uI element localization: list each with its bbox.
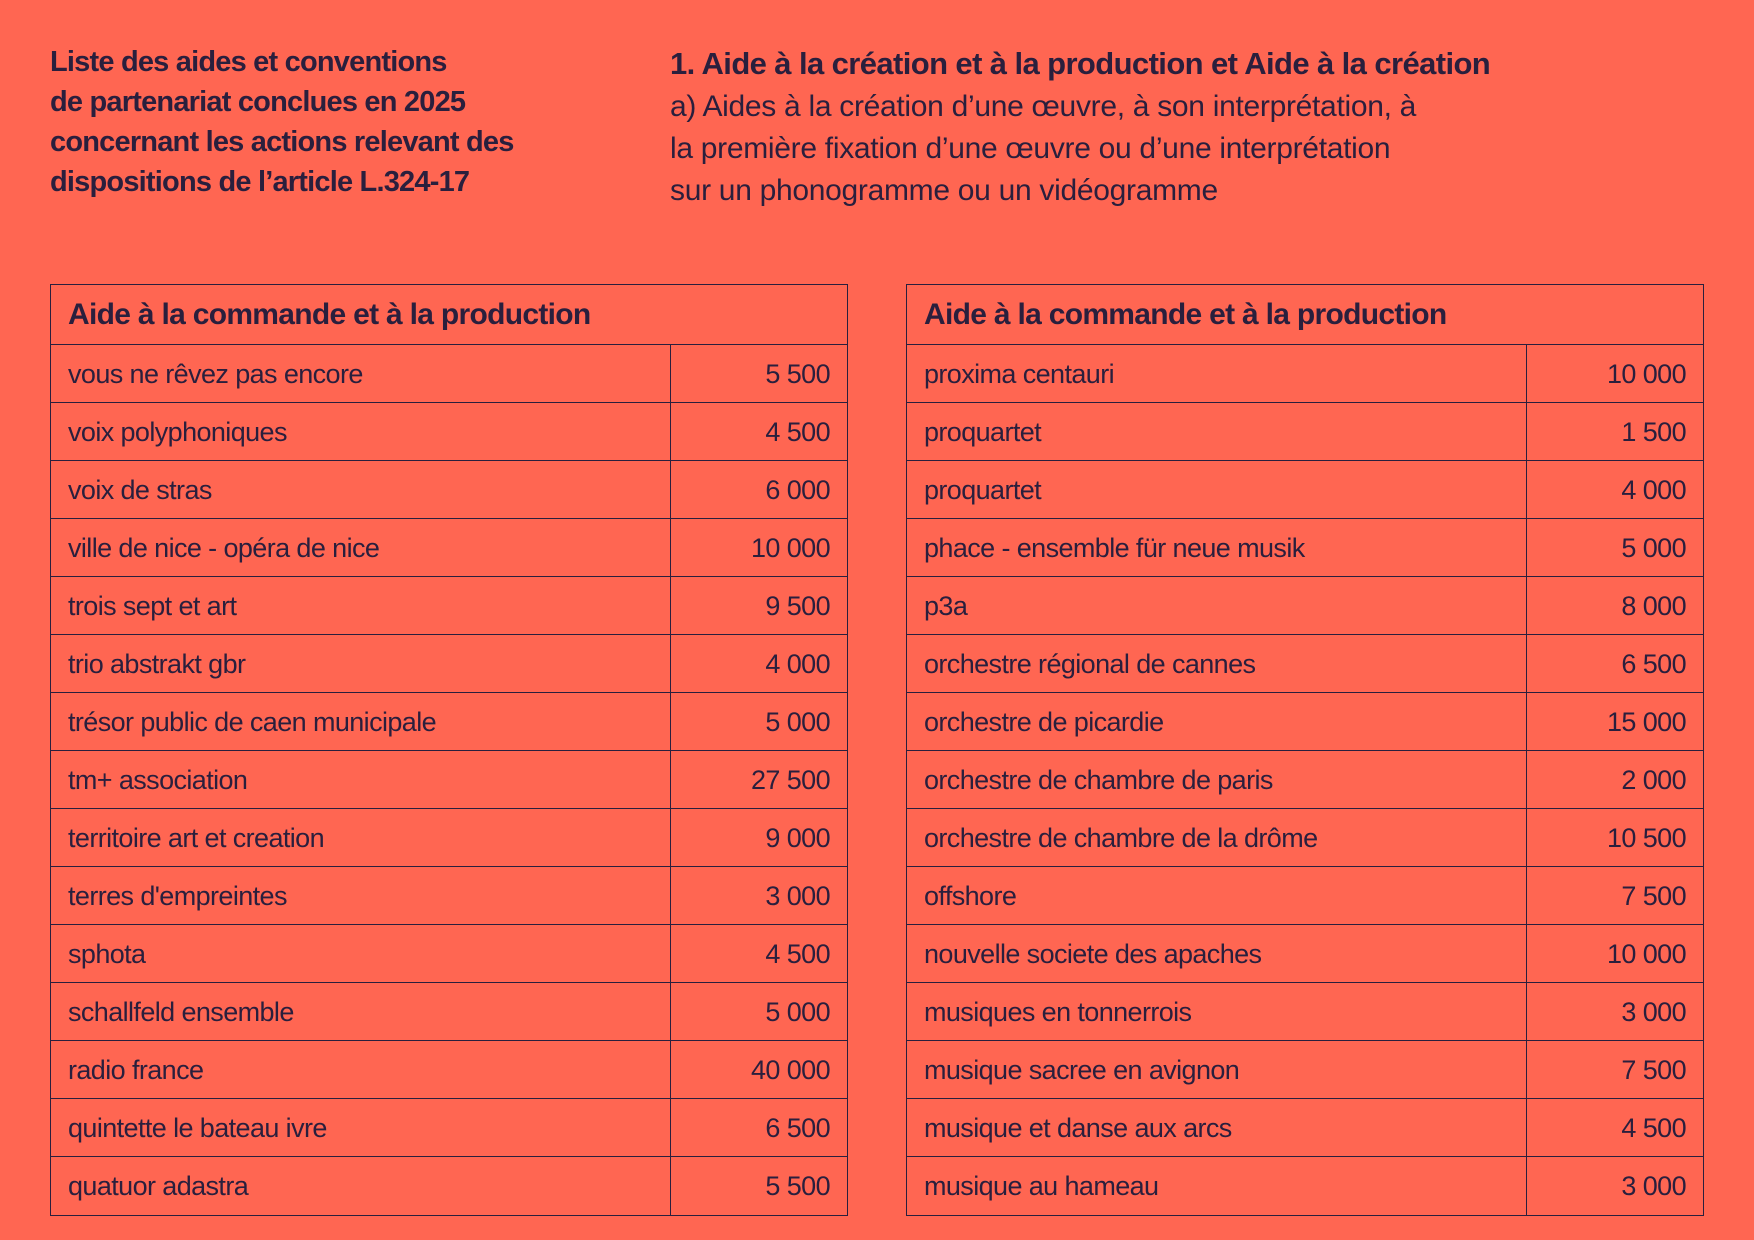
- table-row: [51, 577, 847, 635]
- recipient-name-cell: quintette le bateau ivre: [51, 1099, 671, 1156]
- table-row: [51, 983, 847, 1041]
- amount-cell: 3 000: [1621, 997, 1686, 1027]
- amount-cell: 4 000: [1621, 475, 1686, 505]
- amount-cell: 7 500: [1621, 1055, 1686, 1085]
- table-row: [907, 867, 1703, 925]
- recipient-name-cell: musiques en tonnerrois: [907, 983, 1527, 1040]
- recipient-name-cell: trésor public de caen municipale: [51, 693, 671, 750]
- recipient-name-cell: proxima centauri: [907, 345, 1527, 402]
- intro-line: dispositions de l’article L.324-17: [50, 166, 470, 198]
- recipient-name-cell: radio france: [51, 1041, 671, 1098]
- section-subtitle: [670, 86, 1710, 212]
- recipient-name-cell: schallfeld ensemble: [51, 983, 671, 1040]
- amount-cell: 10 500: [1607, 823, 1686, 853]
- recipient-name-cell: vous ne rêvez pas encore: [51, 345, 671, 402]
- table-row: [907, 693, 1703, 751]
- table-header: Aide à la commande et à la production: [51, 285, 847, 345]
- amount-cell: 4 500: [765, 417, 830, 447]
- recipient-name-cell: voix polyphoniques: [51, 403, 671, 460]
- recipient-name-cell: orchestre de picardie: [907, 693, 1527, 750]
- amount-cell: 5 000: [765, 997, 830, 1027]
- grants-table-right: [906, 284, 1704, 1216]
- recipient-name-cell: offshore: [907, 867, 1527, 924]
- amount-cell: 7 500: [1621, 881, 1686, 911]
- table-row: [907, 345, 1703, 403]
- table-row: [907, 403, 1703, 461]
- amount-cell: 27 500: [751, 765, 830, 795]
- recipient-name-cell: musique sacree en avignon: [907, 1041, 1527, 1098]
- table-row: [51, 345, 847, 403]
- recipient-name-cell: tm+ association: [51, 751, 671, 808]
- recipient-name-cell: terres d'empreintes: [51, 867, 671, 924]
- amount-cell: 9 500: [765, 591, 830, 621]
- recipient-name-cell: ville de nice - opéra de nice: [51, 519, 671, 576]
- table-row: [907, 925, 1703, 983]
- amount-cell: 5 000: [1621, 533, 1686, 563]
- amount-cell: 4 500: [1621, 1113, 1686, 1143]
- table-body: [51, 345, 847, 1215]
- table-row: [51, 1099, 847, 1157]
- amount-cell: 6 000: [765, 475, 830, 505]
- amount-cell: 1 500: [1621, 417, 1686, 447]
- amount-cell: 4 500: [765, 939, 830, 969]
- amount-cell: 3 000: [765, 881, 830, 911]
- table-row: [907, 577, 1703, 635]
- recipient-name-cell: p3a: [907, 577, 1527, 634]
- recipient-name-cell: phace - ensemble für neue musik: [907, 519, 1527, 576]
- amount-cell: 4 000: [765, 649, 830, 679]
- table-row: [51, 1041, 847, 1099]
- amount-cell: 40 000: [751, 1055, 830, 1085]
- amount-cell: 15 000: [1607, 707, 1686, 737]
- amount-cell: 5 500: [765, 359, 830, 389]
- amount-cell: 6 500: [1621, 649, 1686, 679]
- table-row: [51, 693, 847, 751]
- table-row: [907, 635, 1703, 693]
- intro-line: concernant les actions relevant des: [50, 126, 514, 158]
- recipient-name-cell: orchestre de chambre de la drôme: [907, 809, 1527, 866]
- table-row: [51, 519, 847, 577]
- table-body: [907, 345, 1703, 1215]
- intro-line: de partenariat conclues en 2025: [50, 86, 466, 118]
- recipient-name-cell: orchestre de chambre de paris: [907, 751, 1527, 808]
- table-row: [51, 809, 847, 867]
- table-row: [907, 751, 1703, 809]
- amount-cell: 8 000: [1621, 591, 1686, 621]
- amount-cell: 2 000: [1621, 765, 1686, 795]
- table-row: [907, 1157, 1703, 1215]
- section-title: 1. Aide à la création et à la production et Aide à la création: [670, 46, 1491, 81]
- table-row: [51, 925, 847, 983]
- recipient-name-cell: musique et danse aux arcs: [907, 1099, 1527, 1156]
- table-row: [51, 635, 847, 693]
- table-row: [907, 461, 1703, 519]
- recipient-name-cell: proquartet: [907, 403, 1527, 460]
- recipient-name-cell: voix de stras: [51, 461, 671, 518]
- recipient-name-cell: sphota: [51, 925, 671, 982]
- recipient-name-cell: quatuor adastra: [51, 1157, 671, 1215]
- subtitle-line: sur un phonogramme ou un vidéogramme: [670, 174, 1218, 207]
- table-row: [51, 461, 847, 519]
- amount-cell: 5 500: [765, 1171, 830, 1201]
- amount-cell: 10 000: [1607, 359, 1686, 389]
- recipient-name-cell: musique au hameau: [907, 1157, 1527, 1215]
- subtitle-line: a) Aides à la création d’une œuvre, à son interprétation, à: [670, 90, 1417, 123]
- table-row: [51, 1157, 847, 1215]
- amount-cell: 5 000: [765, 707, 830, 737]
- recipient-name-cell: proquartet: [907, 461, 1527, 518]
- amount-cell: 3 000: [1621, 1171, 1686, 1201]
- amount-cell: 6 500: [765, 1113, 830, 1143]
- recipient-name-cell: trio abstrakt gbr: [51, 635, 671, 692]
- table-row: [907, 519, 1703, 577]
- amount-cell: 10 000: [751, 533, 830, 563]
- section-header: [670, 42, 1710, 212]
- table-header: Aide à la commande et à la production: [907, 285, 1703, 345]
- table-row: [51, 403, 847, 461]
- recipient-name-cell: territoire art et creation: [51, 809, 671, 866]
- subtitle-line: la première fixation d’une œuvre ou d’une interprétation: [670, 132, 1391, 165]
- recipient-name-cell: orchestre régional de cannes: [907, 635, 1527, 692]
- table-row: [51, 867, 847, 925]
- document-intro-title: [50, 42, 610, 202]
- recipient-name-cell: trois sept et art: [51, 577, 671, 634]
- table-row: [51, 751, 847, 809]
- amount-cell: 9 000: [765, 823, 830, 853]
- amount-cell: 10 000: [1607, 939, 1686, 969]
- table-row: [907, 1041, 1703, 1099]
- table-row: [907, 1099, 1703, 1157]
- intro-line: Liste des aides et conventions: [50, 46, 447, 78]
- table-row: [907, 809, 1703, 867]
- recipient-name-cell: nouvelle societe des apaches: [907, 925, 1527, 982]
- grants-table-left: [50, 284, 848, 1216]
- table-row: [907, 983, 1703, 1041]
